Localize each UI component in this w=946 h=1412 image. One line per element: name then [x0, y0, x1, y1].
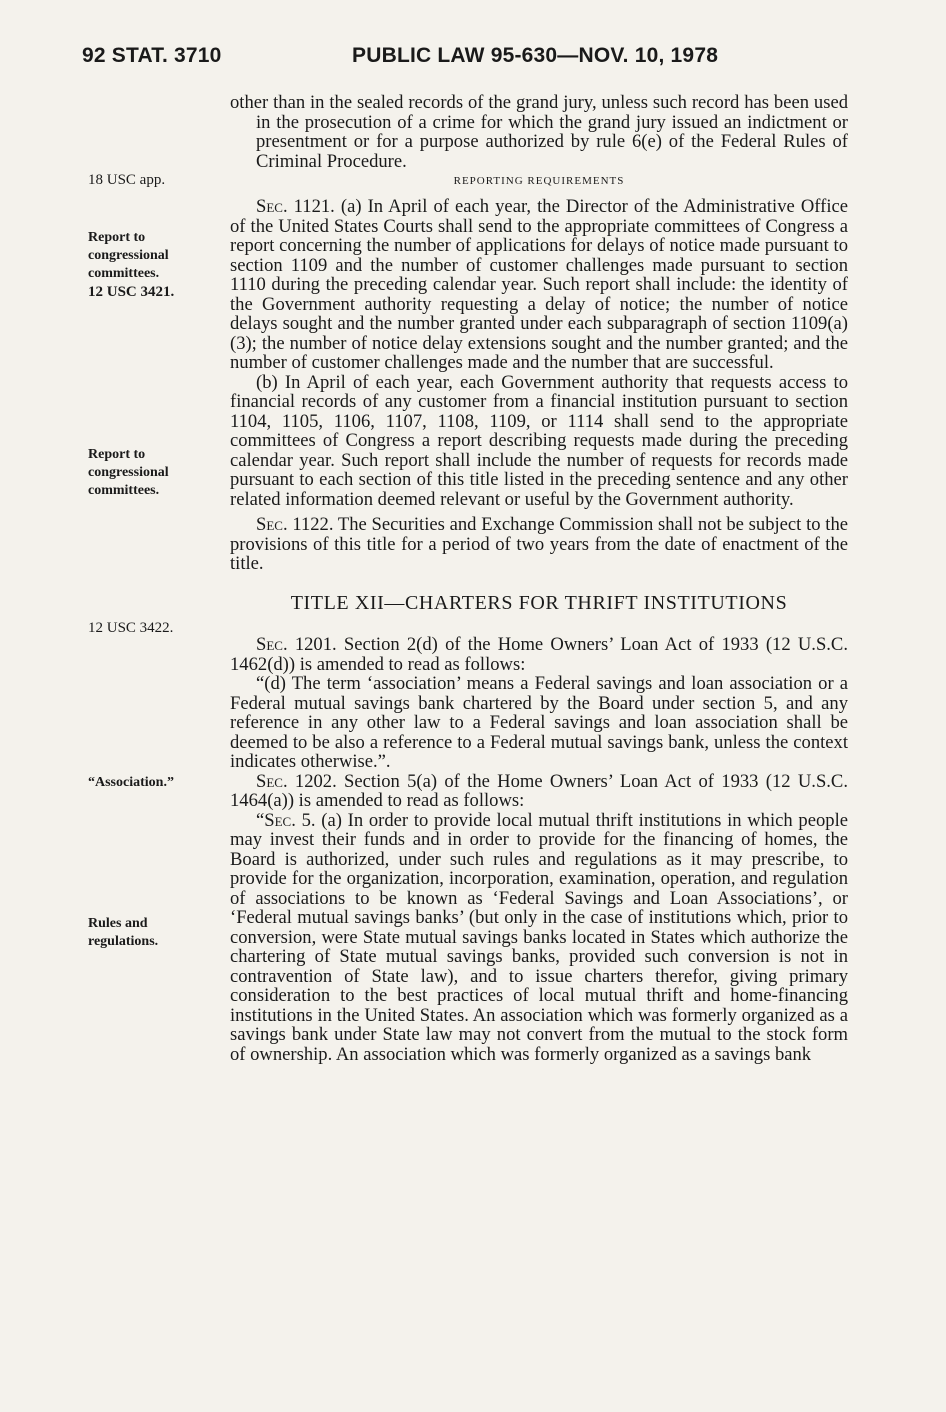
margin-line: Report to [88, 230, 146, 245]
section-1201-quote: “(d) The term ‘association’ means a Federal savings and loan association or a Federal mutual savings bank chartered by the Board under section 5, and any reference in any other law to a Federal savings and loan association shall be deemed to be also a reference to a Federal mutual savings bank, unless the context indicates otherwise.”. [230, 673, 848, 772]
sec-label: Sec. [264, 809, 296, 831]
margin-line: congressional [88, 465, 169, 480]
section-heading-reporting: REPORTING REQUIREMENTS [453, 175, 625, 187]
sec-text: 1122. The Securities and Exchange Commission shall not be subject to the provisions of this title for a period of two years from the date of enactment of the title. [230, 514, 848, 574]
title-xii-heading: TITLE XII—CHARTERS FOR THRIFT INSTITUTIONS [290, 591, 788, 614]
section-1122 [230, 515, 848, 574]
margin-note-rules [88, 915, 218, 951]
margin-line: congressional [88, 248, 169, 263]
margin-line: committees. [88, 483, 160, 498]
sec-text: 1121. (a) In April of each year, the Director of the Administrative Office of the United States Courts shall send to the appropriate committees of Congress a report concerning the number of applications for delays of notice made pursuant to section 1109 and the number of customer challenges made pursuant to section 1110 during the preceding calendar year. Such report shall include: the identity of the Government authority requesting a delay of notice; the number of notice delays sought and the number granted under each subparagraph of section 1109(a)(3); the number of notice delay extensions sought and the number granted; and the number of customer challenges made and the number that are successful. [230, 196, 848, 373]
sec-label: Sec. [256, 770, 288, 792]
sec-label: Sec. [256, 514, 288, 535]
margin-line: Report to [88, 447, 146, 462]
margin-line: Rules and [88, 916, 148, 931]
page-header [70, 40, 900, 70]
section-1121-a [230, 197, 848, 373]
margin-citation-12-usc-3422: 12 USC 3422. [88, 620, 174, 636]
sec-label: Sec. [256, 634, 288, 655]
section-1201 [230, 635, 848, 674]
margin-note-report-1 [88, 229, 218, 301]
section-1121-b: (b) In April of each year, each Government authority that requests access to financial records of any customer from a financial institution pursuant to section 1104, 1105, 1106, 1107, 1108, 1109, or 1114 shall send to the appropriate committees of Congress a report describing requests made during the preceding calendar year. Such report shall include the number of requests for records made pursuant to each section of this title listed in the preceding sentence and any other related information deemed relevant or useful by the Government authority. [230, 371, 848, 510]
margin-note-association: “Association.” [88, 775, 174, 790]
section-1202 [230, 772, 848, 811]
sec-text: 1202. Section 5(a) of the Home Owners’ Loan Act of 1933 (12 U.S.C. 1464(a)) is amended to read as follows: [230, 770, 848, 811]
sec-text: 5. (a) In order to provide local mutual thrift institutions in which people may invest their funds and in order to provide for the financing of homes, the Board is authorized, under such rules and regulations as it may prescribe, to provide for the organization, incorporation, examination, operation, and regulation of associations to be known as ‘Federal Savings and Loan Associations’, or ‘Federal mutual savings banks’ (but only in the case of institutions which, prior to conversion, were State mutual savings banks located in States which authorize the chartering of State mutual savings banks, provided such conversion is not in contravention of State law), and to issue charters therefor, giving primary consideration to the best practices of local mutual thrift and home-financing institutions in the United States. An association which was formerly organized as a savings bank under State law may not convert from the mutual to the stock form of ownership. An association which was formerly organized as a savings bank [230, 809, 848, 1065]
sec-text: 1201. Section 2(d) of the Home Owners’ Loan Act of 1933 (12 U.S.C. 1462(d)) is amended to read as follows: [230, 634, 848, 675]
section-5-text [230, 811, 848, 1065]
margin-line: committees. [88, 266, 160, 281]
open-quote: “ [256, 809, 265, 831]
statute-page-number: 92 STAT. 3710 [82, 44, 222, 67]
body-column [230, 93, 848, 1064]
margin-line: 12 USC 3421. [88, 284, 175, 300]
margin-note-report-2 [88, 446, 218, 500]
margin-line: regulations. [88, 934, 159, 949]
margin-citation-18-usc-app: 18 USC app. [88, 172, 166, 188]
sec-label: Sec. [256, 196, 288, 217]
continued-paragraph: other than in the sealed records of the grand jury, unless such record has been used in the prosecution of a crime for which the grand jury issued an indictment or presentment or for a purpose authorized by rule 6(e) of the Federal Rules of Criminal Procedure. [230, 92, 848, 172]
running-head: PUBLIC LAW 95-630—NOV. 10, 1978 [352, 44, 719, 67]
